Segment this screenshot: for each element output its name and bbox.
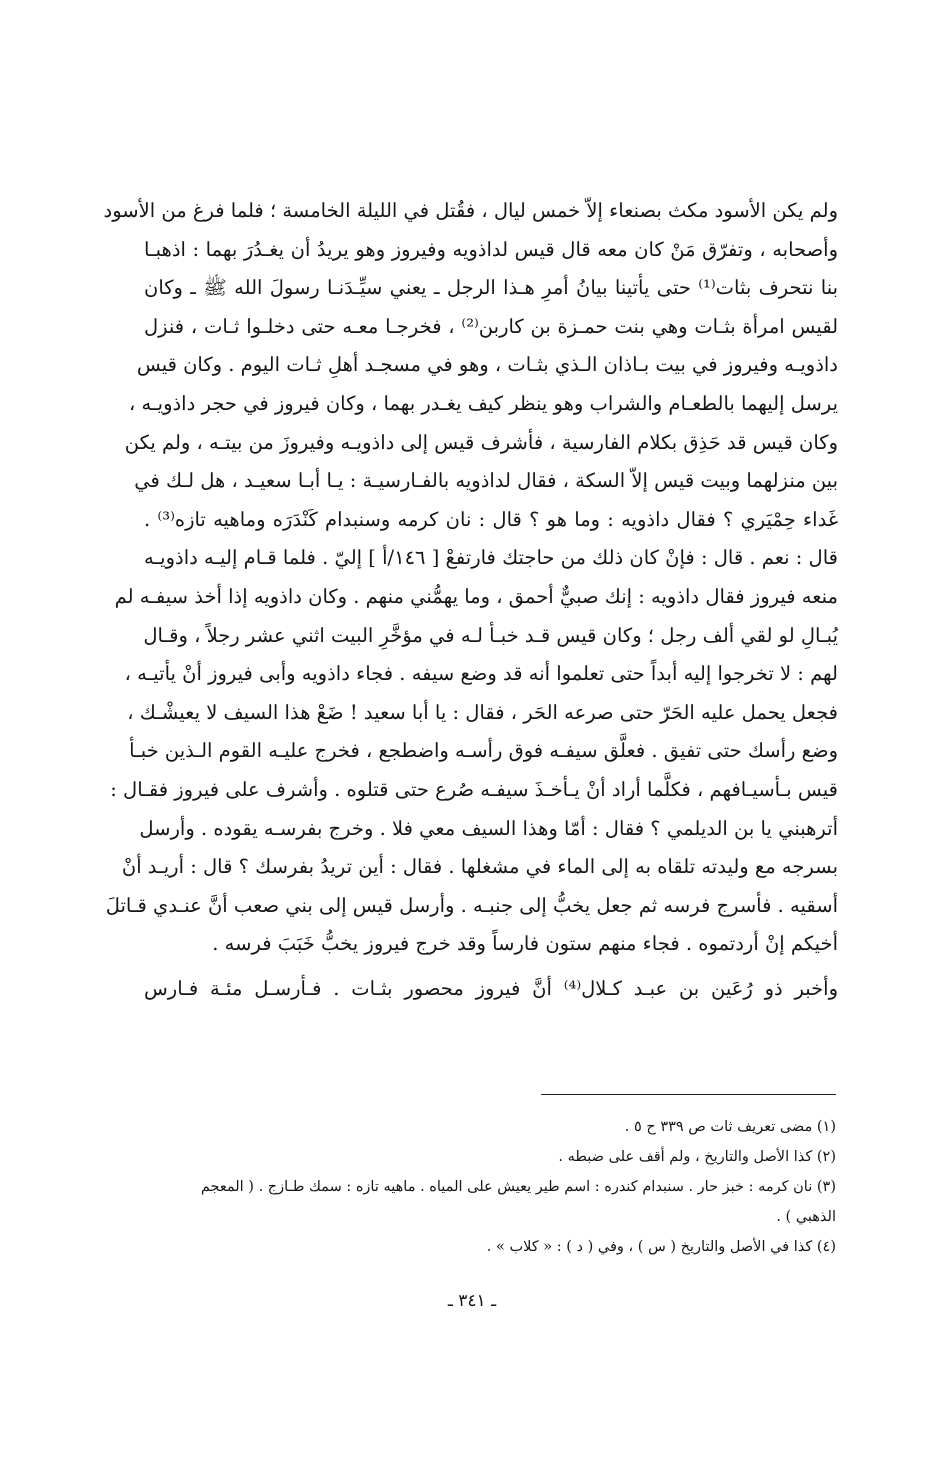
text-line-17: أترهبني يا بن الديلمي ؟ فقال : أمّا وهذا السيف معي فلا . وخرج بفرسـه يقوده . وأرسل [139,816,838,840]
text-line-6: يرسل إليهما بالطعـام والشراب وهو ينظر كيف يغـدر بهما ، وكان فيروز في حجر داذويـه ، [128,391,838,415]
text-line-4: لقيس امرأة بثـات وهي بنت حمـزة بن كاربن⁽²⁾ ، فخرجـا معـه حتى دخلـوا ثـات ، فنزل [144,314,839,338]
text-line-19: أسقيه . فأسرج فرسه ثم جعل يخبُّ إلى جنبـه . وأرسل قيس إلى بني صعب أنَّ عنـدي قـاتلَ [105,893,838,917]
text-line-12: يُبـالِ لو لقي ألف رجل ؛ وكان قيس قـد خبـأ لـه في مؤخَّرِ البيت اثني عشر رجلاً ، وقـال [143,623,838,647]
text-line-9: غَداء حِمْيَري ؟ فقال داذويه : وما هو ؟ قال : نان كرمه وسنبدام كَنْدَرَه وماهيه تازه⁽³⁾ . [144,507,839,531]
text-line-11: منعه فيروز فقال داذويه : إنك صبيٌّ أحمق ، وما يهمُّني منهم . وكان داذويه إذا أخذ سيفـه لم [114,584,838,608]
text-line-7: وكان قيس قد حَذِق بكلام الفارسية ، فأشرف قيس إلى داذويـه وفيروزَ من بيتـه ، ولم يكن [124,430,838,454]
main-text [103,192,839,1008]
text-line-3: بنا نتحرف بثات⁽¹⁾ حتى يأتينا بيانُ أمرِ هـذا الرجل ـ يعني سيِّـدَنـا رسولَ الله ﷺ ـ وكان [144,276,838,300]
text-line-1: ولم يكن الأسود مكث بصنعاء إلاّ خمس ليال ، فقُتل في الليلة الخامسة ؛ فلما فرغ من الأسود [103,199,838,222]
text-line-10: قال : نعم . قال : فإنْ كان ذلك من حاجتك فارتفعْ [ ١٤٦/أ ] إليّ . فلما قـام إليـه داذويـه [144,546,838,570]
text-line-5: داذويـه وفيروز في بيت بـاذان الـذي بثـات ، وهو في مسجـد أهلِ ثـات اليوم . وكان قيس [136,353,838,377]
footnote-3-continued: الذهبي ) . [776,1209,836,1225]
text-line-14: فجعل يحمل عليه الحَرّ حتى صرعه الحَر ، فقال : يا أبا سعيد ! ضَعْ هذا السيف لا يعيشْـك ، [127,700,838,724]
text-line-15: وضع رأسك حتى تفيق . فعلَّق سيفـه فوق رأسـه واضطجع ، فخرج عليـه القوم الـذين خبـأ [129,739,838,763]
text-line-21: وأخبر ذو رُعَين بن عبـد كـلال⁽⁴⁾ أنَّ فيروز محصور بثـات . فـأرسـل مئـة فـارس [144,976,839,1000]
footnote-3: (٣) نان كرمه : خبز حار . سنبدام كندره : اسم طير يعيش على المياه . ماهيه تازه : سمك طـازج . ( المعجم [200,1179,836,1195]
text-line-18: بسرجه مع وليدته تلقاه به إلى الماء في مشغلها . فقال : أين تريدُ بفرسك ؟ قال : أريـد أنْ [121,855,838,879]
footnote-4: (٤) كذا في الأصل والتاريخ ( س ) ، وفي ( د ) : « كلاب » . [486,1239,836,1255]
page-number: ـ ٣٤١ ـ [447,1291,497,1311]
text-line-13: لهم : لا تخرجوا إليه أبداً حتى تعلموا أنه قد وضع سيفه . فجاء داذويه وأبى فيروز أنْ يأتيـه ، [124,662,838,686]
text-line-16: قيس بـأسيـافهم ، فكلَّما أراد أنْ يـأخـذَ سيفـه صُرع حتى قتلوه . وأشرف على فيروز فقـال : [110,777,838,801]
footnote-divider [541,1094,836,1095]
footnote-1: (١) مضى تعريف ثات ص ٣٣٩ ح ٥ . [624,1119,836,1135]
text-line-2: وأصحابه ، وتفرّق مَنْ كان معه قال قيس لداذويه وفيروز وهو يريدُ أن يغـدُرَ بهما : اذهبـا [144,237,838,261]
text-line-8: بين منزلهما وبيت قيس إلاّ السكة ، فقال لداذويه بالفـارسيـة : يـا أبـا سعيـد ، هل لـك في [134,469,838,493]
footnote-2: (٢) كذا الأصل والتاريخ ، ولم أقف على ضبطه . [558,1149,836,1165]
text-line-20: أخيكم إنْ أردتموه . فجاء منهم ستون فارساً وقد خرج فيروز يخبُّ خَبَبَ فرسه . [212,932,838,956]
footnotes [140,1112,836,1262]
